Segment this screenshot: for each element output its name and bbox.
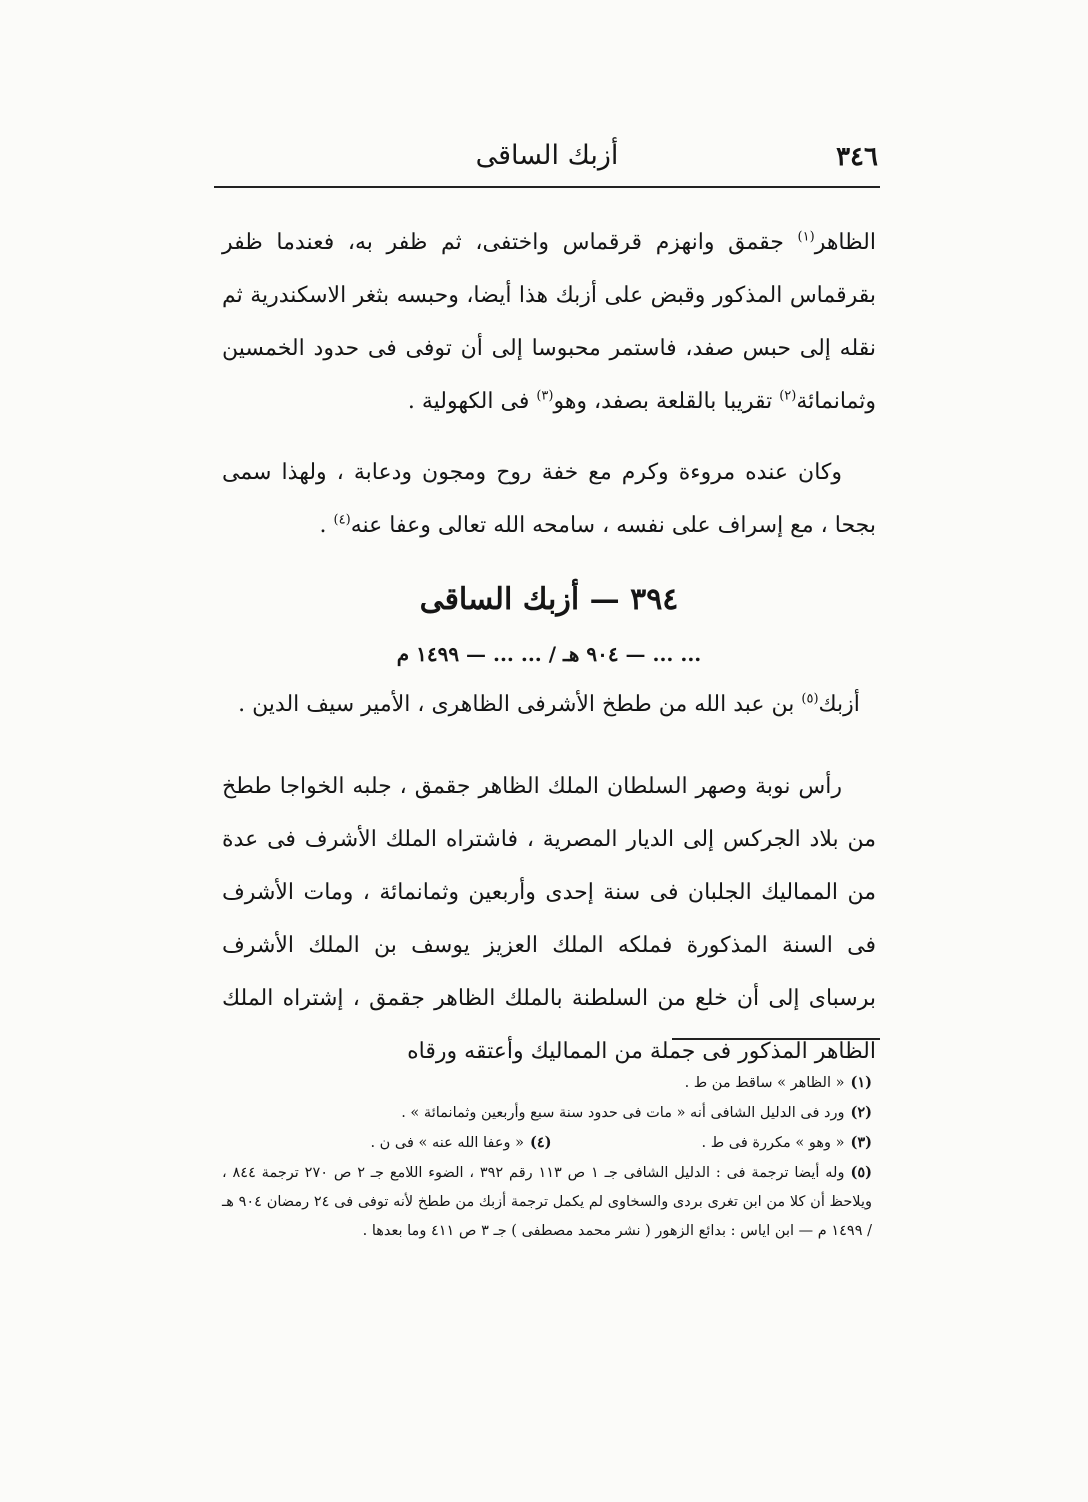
text-run: جقمق وانهزم قرقماس واختفى، ثم ظفر به، فعندما ظفر بقرقماس المذكور وقبض على أزبك هذا أيضا، وحبسه بثغر الاسكندرية ثم نقله إلى حبس صفد، فاستمر محبوسا إلى أن توفى فى حدود الخمسين وثمانمائة [222, 230, 876, 414]
page-number: ٣٤٦ [836, 142, 878, 172]
entry-title: ٣٩٤ — أزبك الساقى [419, 582, 679, 617]
page-header [216, 138, 878, 182]
footnote-3 [702, 1128, 873, 1158]
text-run: . [319, 513, 334, 538]
entry-full-name [222, 692, 876, 717]
footnote-ref-2: (٢) [779, 388, 797, 404]
footnote-ref-3: (٣) [536, 388, 554, 404]
paragraph-biography [222, 760, 876, 1078]
footnote-number: (١) [850, 1074, 872, 1091]
footnote-number: (٥) [850, 1164, 872, 1181]
footnote-number: (٣) [850, 1134, 872, 1151]
footnotes [222, 1068, 872, 1246]
footnote-text: وله أيضا ترجمة فى : الدليل الشافى جـ ١ ص ١١٣ رقم ٣٩٢ ، الضوء اللامع جـ ٢ ص ٢٧٠ ترجمة ٨٤٤ ، ويلاحظ أن كلا من ابن تغرى بردى والسخاوى لم يكمل ترجمة أزبك من ططخ لأنه توفى فى ٢٤ رمضان ٩٠٤ هـ / ١٤٩٩ م — ابن اياس : بدائع الزهور ( نشر محمد مصطفى ) جـ ٣ ص ٤١١ وما بعدها . [222, 1165, 872, 1239]
biography-text: رأس نوبة وصهر السلطان الملك الظاهر جقمق ، جلبه الخواجا ططخ من بلاد الجركس إلى الديار المصرية ، فاشتراه الملك الأشرف فى عدة من المماليك الجلبان فى سنة إحدى وأربعين وثمانمائة ، ومات الأشرف فى السنة المذكورة فملكه الملك العزيز يوسف بن الملك الأشرف برسباى إلى أن خلع من السلطنة بالملك الظاهر جقمق ، إشتراه الملك الظاهر المذكور فى جملة من المماليك وأعتقه ورقاه [222, 774, 876, 1064]
footnote-4 [370, 1128, 551, 1158]
paragraph-character [222, 446, 876, 552]
entry-dates: ... ... — ٩٠٤ هـ / ... ... — ١٤٩٩ م [396, 642, 702, 666]
footnote-number: (٤) [529, 1134, 552, 1151]
paragraph-continuation [222, 216, 876, 428]
text-run: الظاهر [814, 230, 876, 255]
footnote-2 [222, 1098, 872, 1128]
text-run: فى الكهولية . [407, 389, 537, 414]
text-run: تقريبا بالقلعة بصفد، وهو [553, 389, 780, 414]
footnote-5 [222, 1158, 872, 1246]
text-run: وكان عنده مروءة وكرم مع خفة روح ومجون ودعابة ، ولهذا سمى بجحا ، مع إسراف على نفسه ، سامحه الله تعالى وعفا عنه [222, 460, 876, 538]
text-run: بن عبد الله من ططخ الأشرفى الظاهرى ، الأمير سيف الدين . [238, 692, 802, 717]
footnote-text: « وعفا الله عنه » فى ن . [370, 1135, 524, 1151]
text-run: أزبك [818, 692, 860, 717]
footnote-number: (٢) [850, 1104, 872, 1121]
footnote-text: « وهو » مكررة فى ط . [701, 1135, 845, 1151]
spacer [552, 1128, 702, 1158]
footnote-1 [222, 1068, 872, 1098]
running-title: أزبك الساقى [475, 140, 619, 171]
footnote-row-3-4 [222, 1128, 872, 1158]
footnote-rule [672, 1038, 880, 1040]
footnote-ref-1: (١) [797, 229, 815, 245]
footnote-text: ورد فى الدليل الشافى أنه « مات فى حدود سنة سبع وأربعين وثمانمائة » . [401, 1105, 845, 1121]
footnote-text: « الظاهر » ساقط من ط . [684, 1075, 845, 1091]
footnote-ref-5: (٥) [801, 691, 819, 707]
footnote-ref-4: (٤) [333, 512, 351, 528]
header-rule [214, 186, 880, 188]
